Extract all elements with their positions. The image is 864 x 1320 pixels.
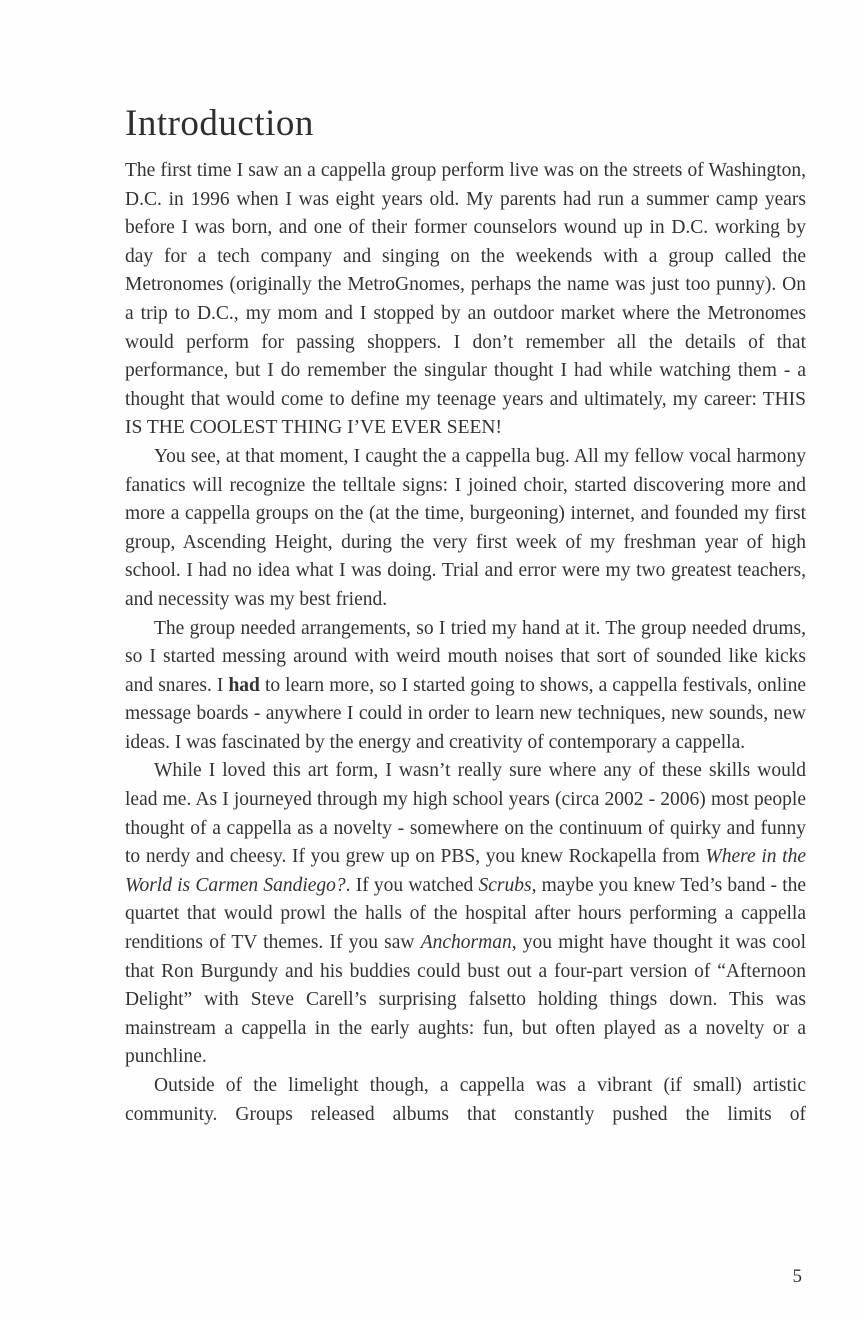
text-run-italic: Anchorman	[420, 932, 512, 954]
text-run-normal: Outside of the limelight though, a cappella was a vibrant (if small) artistic community. Groups released albums that constantly pushed the limits of	[125, 1075, 806, 1125]
page-content	[125, 102, 806, 1129]
paragraphs	[125, 157, 806, 1129]
text-run-italic: Where in the World is Carmen Sandiego?	[125, 846, 806, 896]
paragraph	[125, 615, 806, 758]
text-run-normal: . If you watched	[345, 874, 479, 896]
text-run-normal: , you might have thought it was cool that Ron Burgundy and his buddies could bust out a four-part version of “Afternoon Delight” with Steve Carell’s surprising falsetto holding things down. This was mainstream a cappella in the early aughts: fun, but often played as a novelty or a punchline.	[125, 932, 806, 1068]
text-run-normal: While I loved this art form, I wasn’t really sure where any of these skills would lead me. As I journeyed through my high school years (circa 2002 - 2006) most people thought of a cappella as a novelty - somewhere on the continuum of quirky and funny to nerdy and cheesy. If you grew up on PBS, you knew Rockapella from	[125, 760, 806, 868]
text-run-normal: The group needed arrangements, so I tried my hand at it. The group needed drums, so I started messing around with weird mouth noises that sort of sounded like kicks and snares. I	[125, 617, 806, 696]
text-run-normal: You see, at that moment, I caught the a cappella bug. All my fellow vocal harmony fanatics will recognize the telltale signs: I joined choir, started discovering more and more a cappella groups on the (at the time, burgeoning) internet, and founded my first group, Ascending Height, during the very first week of my freshman year of high school. I had no idea what I was doing. Trial and error were my two greatest teachers, and necessity was my best friend.	[125, 445, 806, 610]
text-run-bold: had	[228, 674, 260, 696]
page-number: 5	[792, 1266, 802, 1287]
text-run-normal: , maybe you knew Ted’s band - the quartet that would prowl the halls of the hospital after hours performing a cappella renditions of TV themes. If you saw	[125, 874, 807, 954]
paragraph	[125, 157, 806, 443]
chapter-title: Introduction	[125, 103, 314, 144]
paragraph	[125, 1072, 806, 1129]
text-run-italic: Scrubs	[478, 874, 532, 896]
paragraph	[125, 443, 806, 615]
text-run-normal: The first time I saw an a cappella group perform live was on the streets of Washington, D.C. in 1996 when I was eight years old. My parents had run a summer camp years before I was born, and one of their former counselors wound up in D.C. working by day for a tech company and singing on the weekends with a group called the Metronomes (originally the MetroGnomes, perhaps the name was just too punny). On a trip to D.C., my mom and I stopped by an outdoor market where the Metronomes would perform for passing shoppers. I don’t remember all the details of that performance, but I do remember the singular thought I had while watching them - a thought that would come to define my teenage years and ultimately, my career: THIS IS THE COOLEST THING I’VE EVER SEEN!	[125, 160, 806, 439]
text-run-normal: to learn more, so I started going to shows, a cappella festivals, online message boards - anywhere I could in order to learn new techniques, new sounds, new ideas. I was fascinated by the energy and creativity of contemporary a cappella.	[125, 674, 806, 753]
paragraph	[125, 757, 806, 1072]
